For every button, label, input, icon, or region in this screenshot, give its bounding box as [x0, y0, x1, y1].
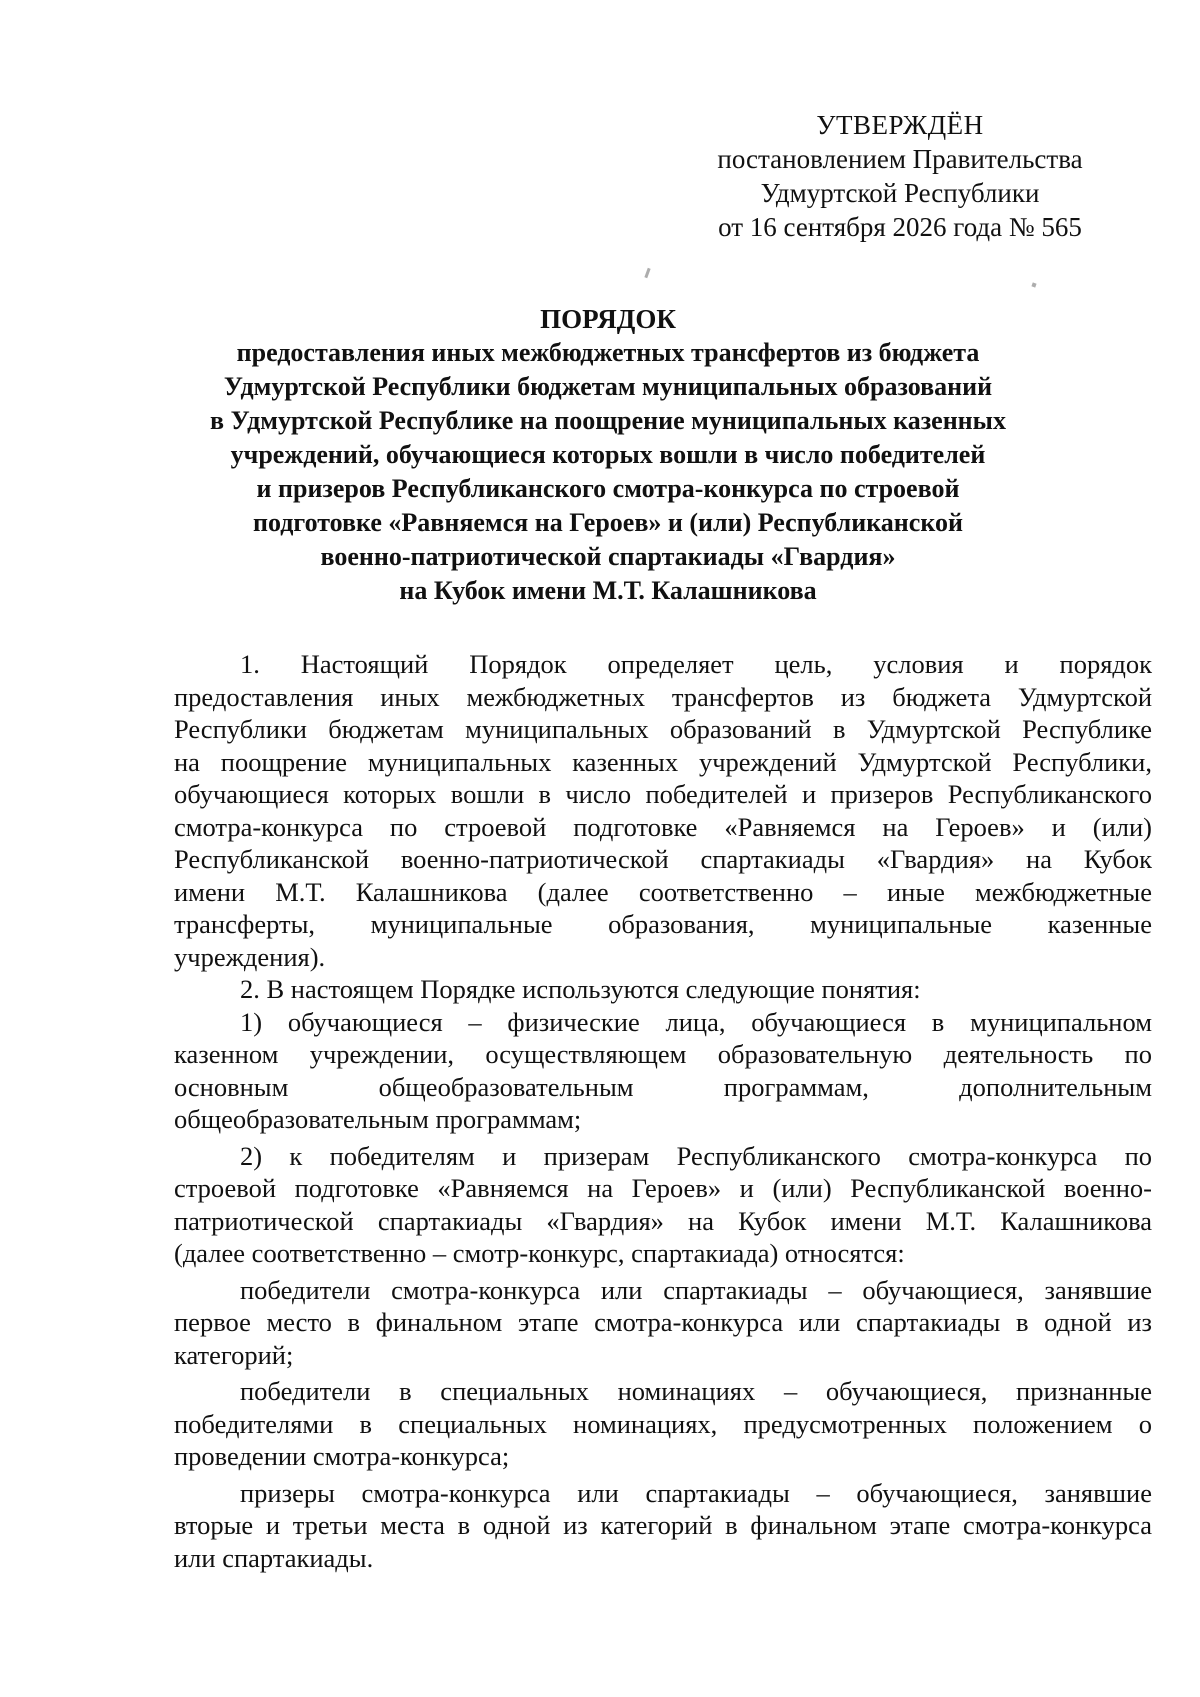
text-line: предоставления иных межбюджетных трансфертов из бюджета Удмуртской — [174, 681, 1152, 712]
text-line: Республики бюджетам муниципальных образований в Удмуртской Республике — [174, 714, 1152, 744]
text-line: категорий; — [174, 1339, 294, 1370]
text-line: или спартакиады. — [174, 1542, 374, 1573]
text-line: победители в специальных номинациях – обучающиеся, признанные — [240, 1376, 1152, 1406]
text-line: учреждения). — [174, 941, 326, 972]
text-line: на поощрение муниципальных казенных учреждений Удмуртской Республики, — [174, 746, 1152, 777]
approval-block — [700, 108, 1100, 244]
title-line: военно-патриотической спартакиады «Гвардия» — [320, 542, 896, 571]
approval-line: Удмуртской Республики — [760, 178, 1040, 208]
text-line: общеобразовательным программам; — [174, 1104, 582, 1134]
text-line: вторые и третьи места в одной из категорий в финальном этапе смотра-конкурса — [174, 1510, 1152, 1540]
scan-speck — [644, 268, 650, 278]
text-line: Республиканской военно-патриотической спартакиады «Гвардия» на Кубок — [174, 844, 1152, 874]
approval-date-number: от 16 сентября 2026 года № 565 — [718, 212, 1082, 242]
text-line: обучающиеся которых вошли в число победителей и призеров Республиканского — [174, 779, 1152, 809]
text-line: имени М.Т. Калашникова (далее соответственно – иные межбюджетные — [174, 876, 1152, 907]
document-subtitle — [180, 336, 1036, 608]
scan-speck — [1031, 282, 1036, 287]
text-line: проведении смотра-конкурса; — [174, 1441, 510, 1471]
text-line: (далее соответственно – смотр-конкурс, спартакиада) относятся: — [174, 1238, 905, 1268]
definition-winners — [174, 1274, 1152, 1372]
text-line: смотра-конкурса по строевой подготовке «Равняемся на Героев» и (или) — [174, 811, 1152, 842]
text-line: 2. В настоящем Порядке используются следующие понятия: — [240, 974, 921, 1004]
text-line: трансферты, муниципальные образования, муниципальные казенные — [174, 909, 1152, 939]
title-line: учреждений, обучающиеся которых вошли в число победителей — [230, 440, 986, 469]
text-line: 1. Настоящий Порядок определяет цель, условия и порядок — [240, 649, 1152, 679]
paragraph-2-item-1 — [174, 1006, 1152, 1136]
paragraph-2-item-2 — [174, 1140, 1152, 1270]
definition-prize-winners — [174, 1477, 1152, 1575]
paragraph-1 — [174, 648, 1152, 973]
title-line: Удмуртской Республики бюджетам муниципальных образований — [223, 372, 993, 401]
text-line: победителями в специальных номинациях, предусмотренных положением о — [174, 1408, 1152, 1439]
text-line: призеры смотра-конкурса или спартакиады – обучающиеся, занявшие — [240, 1477, 1152, 1508]
document-title-block — [180, 302, 1036, 608]
text-line: патриотической спартакиады «Гвардия» на Кубок имени М.Т. Калашникова — [174, 1205, 1152, 1236]
title-line: и призеров Республиканского смотра-конкурса по строевой — [256, 474, 960, 503]
text-line: строевой подготовке «Равняемся на Героев» и (или) Республиканской военно- — [174, 1173, 1152, 1203]
text-line: казенном учреждении, осуществляющем образовательную деятельность по — [174, 1039, 1152, 1069]
title-line: на Кубок имени М.Т. Калашникова — [399, 576, 817, 605]
document-body — [174, 648, 1152, 1574]
text-line: первое место в финальном этапе смотра-конкурса или спартакиады в одной из — [174, 1307, 1152, 1337]
document-title: ПОРЯДОК — [540, 304, 676, 334]
title-line: в Удмуртской Республике на поощрение муниципальных казенных — [210, 406, 1006, 435]
text-line: 1) обучающиеся – физические лица, обучающиеся в муниципальном — [240, 1006, 1152, 1037]
text-line: победители смотра-конкурса или спартакиады – обучающиеся, занявшие — [240, 1274, 1152, 1305]
approval-line: постановлением Правительства — [717, 144, 1083, 174]
definition-special-nominations — [174, 1375, 1152, 1473]
text-line: 2) к победителям и призерам Республиканского смотра-конкурса по — [240, 1140, 1152, 1171]
title-line: предоставления иных межбюджетных трансфертов из бюджета — [236, 338, 980, 367]
text-line: основным общеобразовательным программам, дополнительным — [174, 1071, 1152, 1102]
paragraph-2 — [174, 973, 1152, 1006]
title-line: подготовке «Равняемся на Героев» и (или) Республиканской — [253, 508, 963, 537]
approval-heading: УТВЕРЖДЁН — [816, 110, 984, 140]
